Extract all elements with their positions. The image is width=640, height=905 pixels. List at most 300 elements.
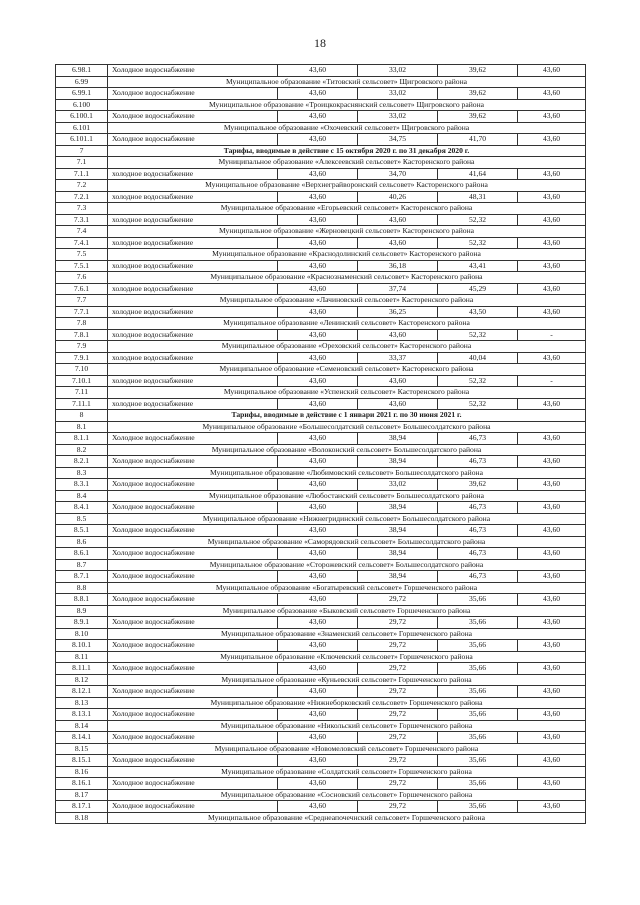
tariff-value: 43,60 [518,352,586,364]
tariff-value: 52,32 [438,375,518,387]
municipality-name: Муниципальное образование «Успенский сельсовет» Касторенского района [108,387,586,399]
municipality-row [56,628,586,640]
municipality-name: Муниципальное образование «Ключевский сельсовет» Горшеченского района [108,651,586,663]
tariff-value: 41,70 [438,134,518,146]
tariff-table [55,64,586,824]
tariff-value: 43,50 [438,306,518,318]
tariff-value: 46,73 [438,502,518,514]
row-number: 8.3.1 [56,479,108,491]
tariff-value: 43,60 [518,260,586,272]
tariff-row [56,168,586,180]
row-number: 7.7.1 [56,306,108,318]
row-number: 7.11.1 [56,398,108,410]
municipality-name: Муниципальное образование «Никольский сельсовет» Горшеченского района [108,720,586,732]
municipality-row [56,559,586,571]
tariff-value: 43,60 [518,525,586,537]
tariff-value: 43,60 [518,214,586,226]
tariff-row [56,640,586,652]
service-label: Холодное водоснабжение [108,502,278,514]
municipality-name: Муниципальное образование «Любимовский сельсовет» Большесолдатского района [108,467,586,479]
row-number: 8.2.1 [56,456,108,468]
tariff-value: 43,60 [278,502,358,514]
row-number: 7.10.1 [56,375,108,387]
row-number: 7.2.1 [56,191,108,203]
service-label: Холодное водоснабжение [108,65,278,77]
tariff-value: 29,72 [358,640,438,652]
municipality-row [56,789,586,801]
municipality-row [56,341,586,353]
row-number: 7.3 [56,203,108,215]
tariff-value: 29,72 [358,801,438,813]
row-number: 7 [56,145,108,157]
row-number: 8.8 [56,582,108,594]
tariff-value: 35,66 [438,617,518,629]
row-number: 8 [56,410,108,422]
municipality-row [56,536,586,548]
row-number: 8.10 [56,628,108,640]
row-number: 7.4.1 [56,237,108,249]
period-header-row [56,145,586,157]
tariff-value: 43,60 [278,571,358,583]
service-label: холодное водоснабжение [108,283,278,295]
row-number: 7.8.1 [56,329,108,341]
municipality-name: Муниципальное образование «Саморядовский сельсовет» Большесолдатского района [108,536,586,548]
tariff-value: 35,66 [438,663,518,675]
tariff-value: 43,60 [518,594,586,606]
row-number: 8.7 [56,559,108,571]
tariff-row [56,801,586,813]
municipality-row [56,766,586,778]
municipality-name: Муниципальное образование «Любостанский сельсовет» Большесолдатского района [108,490,586,502]
municipality-row [56,364,586,376]
row-number: 6.98.1 [56,65,108,77]
tariff-value: 35,66 [438,778,518,790]
municipality-name: Муниципальное образование «Охочевский сельсовет» Щигровского района [108,122,586,134]
service-label: Холодное водоснабжение [108,617,278,629]
municipality-name: Муниципальное образование «Знаменский сельсовет» Горшеченского района [108,628,586,640]
tariff-value: 29,72 [358,732,438,744]
tariff-value: 35,66 [438,755,518,767]
row-number: 8.18 [56,812,108,824]
row-number: 6.101 [56,122,108,134]
row-number: 8.17 [56,789,108,801]
service-label: холодное водоснабжение [108,260,278,272]
tariff-value: 34,70 [358,168,438,180]
tariff-row [56,732,586,744]
tariff-value: 38,94 [358,502,438,514]
tariff-value: 43,60 [278,214,358,226]
row-number: 8.12 [56,674,108,686]
tariff-value: 43,60 [518,456,586,468]
municipality-row [56,421,586,433]
tariff-value: 38,94 [358,525,438,537]
tariff-value: 43,60 [518,191,586,203]
municipality-row [56,226,586,238]
tariff-value: 43,60 [278,617,358,629]
tariff-row [56,755,586,767]
row-number: 7.5.1 [56,260,108,272]
tariff-value: 43,60 [278,732,358,744]
municipality-name: Муниципальное образование «Большесолдатский сельсовет» Большесолдатского района [108,421,586,433]
tariff-row [56,571,586,583]
tariff-value: 38,94 [358,548,438,560]
municipality-row [56,76,586,88]
service-label: Холодное водоснабжение [108,663,278,675]
municipality-row [56,387,586,399]
municipality-name: Муниципальное образование «Титовский сельсовет» Щигровского района [108,76,586,88]
tariff-value: 43,60 [518,433,586,445]
service-label: холодное водоснабжение [108,329,278,341]
row-number: 7.8 [56,318,108,330]
row-number: 7.9.1 [56,352,108,364]
service-label: Холодное водоснабжение [108,686,278,698]
tariff-value: 29,72 [358,755,438,767]
row-number: 7.9 [56,341,108,353]
tariff-value: 43,60 [278,375,358,387]
row-number: 8.5 [56,513,108,525]
tariff-value: 46,73 [438,525,518,537]
municipality-name: Муниципальное образование «Сторожевский сельсовет» Большесолдатского района [108,559,586,571]
row-number: 7.11 [56,387,108,399]
tariff-row [56,237,586,249]
tariff-value: 37,74 [358,283,438,295]
municipality-row [56,513,586,525]
municipality-row [56,272,586,284]
row-number: 8.13.1 [56,709,108,721]
tariff-value: 39,62 [438,111,518,123]
row-number: 7.4 [56,226,108,238]
tariff-value: 29,72 [358,617,438,629]
tariff-value: 36,25 [358,306,438,318]
tariff-value: 43,60 [278,134,358,146]
tariff-row [56,778,586,790]
service-label: холодное водоснабжение [108,214,278,226]
tariff-value: 33,02 [358,479,438,491]
municipality-name: Муниципальное образование «Верхнеграйворонский сельсовет» Касторенского района [108,180,586,192]
row-number: 8.5.1 [56,525,108,537]
tariff-value: 43,60 [518,617,586,629]
tariff-row [56,398,586,410]
municipality-name: Муниципальное образование «Егорьевский сельсовет» Касторенского района [108,203,586,215]
service-label: Холодное водоснабжение [108,640,278,652]
period-header-row [56,410,586,422]
municipality-row [56,697,586,709]
tariff-value: 40,26 [358,191,438,203]
tariff-value: 35,66 [438,686,518,698]
tariff-row [56,134,586,146]
tariff-value: 43,60 [278,191,358,203]
tariff-value: 46,73 [438,571,518,583]
row-number: 8.4.1 [56,502,108,514]
tariff-row [56,88,586,100]
service-label: Холодное водоснабжение [108,732,278,744]
municipality-row [56,720,586,732]
row-number: 6.99.1 [56,88,108,100]
row-number: 7.6.1 [56,283,108,295]
tariff-value: 43,60 [278,260,358,272]
tariff-value: 45,29 [438,283,518,295]
municipality-name: Муниципальное образование «Лачиновский сельсовет» Касторенского района [108,295,586,307]
municipality-row [56,99,586,111]
row-number: 8.2 [56,444,108,456]
tariff-value: 43,60 [518,283,586,295]
period-header: Тарифы, вводимые в действие с 15 октября 2020 г. по 31 декабря 2020 г. [108,145,586,157]
tariff-value: 33,37 [358,352,438,364]
tariff-value: 52,32 [438,329,518,341]
municipality-name: Муниципальное образование «Сосновский сельсовет» Горшеченского района [108,789,586,801]
row-number: 6.99 [56,76,108,88]
municipality-row [56,249,586,261]
tariff-value: 43,60 [278,329,358,341]
tariff-value: 43,60 [278,65,358,77]
row-number: 7.7 [56,295,108,307]
service-label: Холодное водоснабжение [108,525,278,537]
municipality-name: Муниципальное образование «Среднеапочечнский сельсовет» Горшеченского района [108,812,586,824]
tariff-value: 43,60 [518,134,586,146]
row-number: 8.3 [56,467,108,479]
tariff-row [56,65,586,77]
service-label: Холодное водоснабжение [108,571,278,583]
tariff-row [56,214,586,226]
tariff-value: 43,60 [278,594,358,606]
municipality-row [56,157,586,169]
tariff-value: 43,60 [518,65,586,77]
tariff-value: 43,60 [518,111,586,123]
tariff-value: 29,72 [358,663,438,675]
tariff-value: 43,60 [518,237,586,249]
municipality-row [56,743,586,755]
tariff-value: 43,60 [358,329,438,341]
tariff-value: 35,66 [438,801,518,813]
row-number: 7.2 [56,180,108,192]
tariff-value: 35,66 [438,640,518,652]
municipality-name: Муниципальное образование «Семеновский сельсовет» Касторенского района [108,364,586,376]
tariff-value: - [518,375,586,387]
row-number: 8.4 [56,490,108,502]
tariff-value: 43,60 [278,755,358,767]
tariff-value: 43,60 [518,479,586,491]
row-number: 7.10 [56,364,108,376]
tariff-value: 43,60 [518,778,586,790]
tariff-row [56,548,586,560]
tariff-row [56,111,586,123]
municipality-name: Муниципальное образование «Краснодолинский сельсовет» Касторенского района [108,249,586,261]
service-label: Холодное водоснабжение [108,88,278,100]
row-number: 8.14 [56,720,108,732]
tariff-value: 34,75 [358,134,438,146]
row-number: 8.17.1 [56,801,108,813]
tariff-value: 43,60 [278,456,358,468]
service-label: Холодное водоснабжение [108,456,278,468]
row-number: 8.14.1 [56,732,108,744]
municipality-row [56,318,586,330]
tariff-value: 46,73 [438,456,518,468]
tariff-row [56,352,586,364]
service-label: холодное водоснабжение [108,398,278,410]
row-number: 7.1 [56,157,108,169]
tariff-value: 43,60 [358,375,438,387]
tariff-value: 43,60 [358,214,438,226]
tariff-value: - [518,329,586,341]
tariff-table-body [56,65,586,824]
row-number: 8.9 [56,605,108,617]
row-number: 8.7.1 [56,571,108,583]
tariff-value: 29,72 [358,594,438,606]
row-number: 8.15.1 [56,755,108,767]
tariff-value: 43,60 [518,502,586,514]
tariff-row [56,260,586,272]
municipality-row [56,651,586,663]
tariff-value: 43,60 [518,88,586,100]
service-label: Холодное водоснабжение [108,778,278,790]
tariff-value: 43,60 [518,548,586,560]
service-label: Холодное водоснабжение [108,479,278,491]
municipality-name: Муниципальное образование «Волоконский сельсовет» Большесолдатского района [108,444,586,456]
tariff-value: 43,60 [358,398,438,410]
tariff-value: 43,60 [518,732,586,744]
service-label: Холодное водоснабжение [108,111,278,123]
tariff-value: 29,72 [358,686,438,698]
municipality-row [56,490,586,502]
tariff-value: 43,60 [278,88,358,100]
tariff-value: 43,60 [518,168,586,180]
service-label: холодное водоснабжение [108,306,278,318]
tariff-value: 43,60 [278,801,358,813]
tariff-value: 43,60 [278,663,358,675]
service-label: Холодное водоснабжение [108,433,278,445]
municipality-row [56,295,586,307]
service-label: холодное водоснабжение [108,191,278,203]
row-number: 7.1.1 [56,168,108,180]
service-label: холодное водоснабжение [108,375,278,387]
row-number: 7.3.1 [56,214,108,226]
tariff-row [56,433,586,445]
row-number: 6.100 [56,99,108,111]
tariff-value: 43,60 [278,640,358,652]
tariff-value: 43,60 [518,755,586,767]
municipality-row [56,674,586,686]
tariff-row [56,709,586,721]
municipality-row [56,444,586,456]
row-number: 8.13 [56,697,108,709]
service-label: холодное водоснабжение [108,352,278,364]
municipality-name: Муниципальное образование «Куньевский сельсовет» Горшеченского района [108,674,586,686]
service-label: холодное водоснабжение [108,237,278,249]
municipality-name: Муниципальное образование «Новомеловский сельсовет» Горшеченского района [108,743,586,755]
tariff-value: 38,94 [358,433,438,445]
service-label: Холодное водоснабжение [108,755,278,767]
tariff-value: 43,60 [278,237,358,249]
row-number: 8.15 [56,743,108,755]
row-number: 6.100.1 [56,111,108,123]
municipality-name: Муниципальное образование «Ленинский сельсовет» Касторенского района [108,318,586,330]
tariff-row [56,525,586,537]
tariff-value: 43,60 [518,709,586,721]
municipality-row [56,605,586,617]
tariff-value: 43,60 [278,111,358,123]
tariff-value: 43,60 [358,237,438,249]
tariff-value: 35,66 [438,732,518,744]
service-label: холодное водоснабжение [108,168,278,180]
municipality-row [56,812,586,824]
municipality-row [56,180,586,192]
tariff-value: 52,32 [438,237,518,249]
row-number: 8.6 [56,536,108,548]
tariff-value: 41,64 [438,168,518,180]
row-number: 8.11 [56,651,108,663]
tariff-value: 33,02 [358,65,438,77]
tariff-value: 43,60 [518,663,586,675]
row-number: 8.10.1 [56,640,108,652]
tariff-value: 43,60 [518,398,586,410]
tariff-row [56,663,586,675]
tariff-value: 38,94 [358,456,438,468]
municipality-name: Муниципальное образование «Ореховский сельсовет» Касторенского района [108,341,586,353]
municipality-name: Муниципальное образование «Богатыревский сельсовет» Горшеченского района [108,582,586,594]
tariff-value: 48,31 [438,191,518,203]
row-number: 7.6 [56,272,108,284]
row-number: 8.8.1 [56,594,108,606]
municipality-name: Муниципальное образование «Солдатский сельсовет» Горшеченского района [108,766,586,778]
tariff-row [56,191,586,203]
row-number: 8.16 [56,766,108,778]
service-label: Холодное водоснабжение [108,594,278,606]
tariff-row [56,329,586,341]
tariff-row [56,594,586,606]
tariff-value: 43,60 [278,709,358,721]
row-number: 8.9.1 [56,617,108,629]
tariff-value: 43,60 [278,433,358,445]
tariff-value: 43,60 [278,398,358,410]
tariff-value: 43,60 [518,640,586,652]
service-label: Холодное водоснабжение [108,134,278,146]
tariff-value: 39,62 [438,65,518,77]
period-header: Тарифы, вводимые в действие с 1 январи 2021 г. по 30 июня 2021 г. [108,410,586,422]
municipality-row [56,467,586,479]
tariff-value: 46,73 [438,433,518,445]
municipality-name: Муниципальное образование «Нижнегридинский сельсовет» Большесолдатского района [108,513,586,525]
tariff-value: 35,66 [438,709,518,721]
row-number: 6.101.1 [56,134,108,146]
tariff-value: 43,60 [278,686,358,698]
row-number: 8.11.1 [56,663,108,675]
service-label: Холодное водоснабжение [108,709,278,721]
tariff-value: 39,62 [438,479,518,491]
tariff-value: 29,72 [358,709,438,721]
municipality-name: Муниципальное образование «Нижнеборковский сельсовет» Горшеченского района [108,697,586,709]
tariff-value: 43,60 [278,525,358,537]
municipality-name: Муниципальное образование «Алексеевский сельсовет» Касторенского района [108,157,586,169]
municipality-name: Муниципальное образование «Краснознаменский сельсовет» Касторенского района [108,272,586,284]
tariff-value: 43,60 [518,306,586,318]
row-number: 8.12.1 [56,686,108,698]
municipality-name: Муниципальное образование «Жерновецкий сельсовет» Касторенского района [108,226,586,238]
tariff-value: 29,72 [358,778,438,790]
tariff-value: 43,60 [278,306,358,318]
tariff-value: 43,60 [518,571,586,583]
tariff-row [56,617,586,629]
tariff-value: 36,18 [358,260,438,272]
service-label: Холодное водоснабжение [108,801,278,813]
tariff-value: 40,04 [438,352,518,364]
row-number: 8.1 [56,421,108,433]
tariff-row [56,306,586,318]
row-number: 7.5 [56,249,108,261]
service-label: Холодное водоснабжение [108,548,278,560]
row-number: 8.16.1 [56,778,108,790]
tariff-row [56,479,586,491]
tariff-value: 38,94 [358,571,438,583]
